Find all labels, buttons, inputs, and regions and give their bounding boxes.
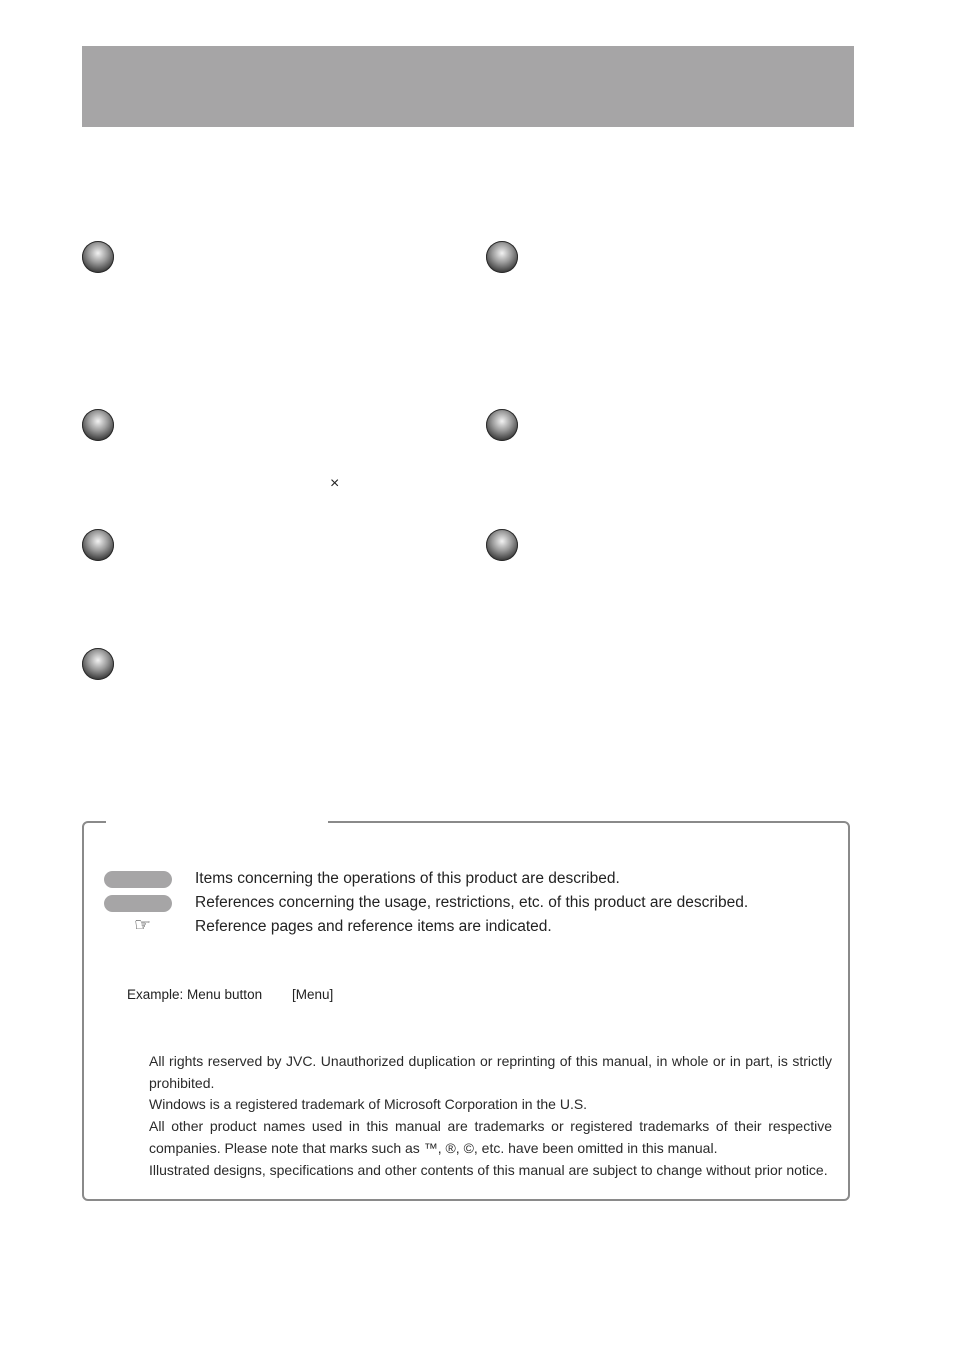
- reference-marker-icon: [104, 895, 172, 912]
- section-bullet-icon: [82, 648, 114, 680]
- example-value: [Menu]: [292, 987, 334, 1002]
- note-other-trademarks: All other product names used in this manual are trademarks or registered trademarks of their respective companies. Please note that marks such as ™, ®, ©, etc. have been omitted in this manual.: [149, 1118, 832, 1156]
- section-bullet-icon: [486, 529, 518, 561]
- section-bullet-icon: [486, 409, 518, 441]
- example-label: Example: Menu button: [127, 987, 263, 1002]
- section-bullet-icon: [82, 409, 114, 441]
- note-windows-trademark: Windows is a registered trademark of Microsoft Corporation in the U.S.: [149, 1096, 588, 1113]
- header-bar: [82, 46, 854, 127]
- notes-list: [149, 1051, 832, 1181]
- note-subject-to-change: Illustrated designs, specifications and other contents of this manual are subject to change without prior notice.: [149, 1161, 828, 1178]
- multiply-sign: ×: [330, 475, 340, 492]
- section-bullet-icon: [82, 529, 114, 561]
- legend-operations-text: Items concerning the operations of this product are described.: [195, 870, 620, 887]
- section-bullet-icon: [486, 241, 518, 273]
- operation-marker-icon: [104, 871, 172, 888]
- legend-references-text: References concerning the usage, restrictions, etc. of this product are described.: [195, 894, 749, 911]
- notice-box-title-gap: [106, 820, 328, 825]
- legend-pages-text: Reference pages and reference items are indicated.: [195, 918, 552, 935]
- note-copyright: All rights reserved by JVC. Unauthorized duplication or reprinting of this manual, in whole or in part, is strictly prohibited.: [149, 1053, 832, 1091]
- pointing-hand-icon: ☞: [134, 914, 152, 936]
- section-bullet-icon: [82, 241, 114, 273]
